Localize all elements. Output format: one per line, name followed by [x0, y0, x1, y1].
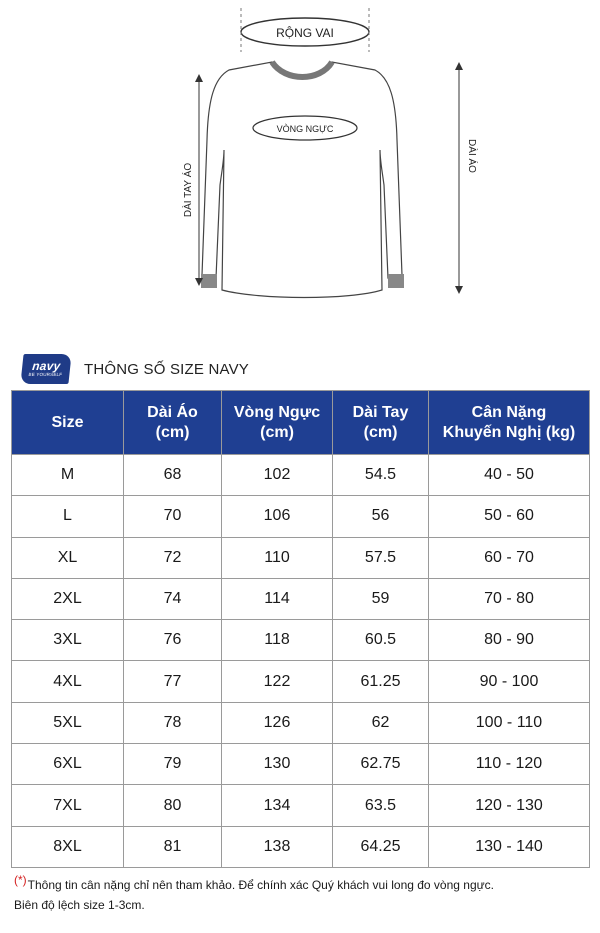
- header-length: [124, 391, 222, 455]
- cell-chest: 122: [222, 661, 333, 702]
- shoulder-label: RỘNG VAI: [276, 26, 334, 40]
- cell-chest: 114: [222, 578, 333, 619]
- cell-length: 72: [124, 537, 222, 578]
- cell-sleeve: 59: [333, 578, 429, 619]
- cell-chest: 138: [222, 826, 333, 867]
- cell-chest: 134: [222, 785, 333, 826]
- length-arrow-bottom: [455, 286, 463, 294]
- cell-size: 3XL: [12, 620, 124, 661]
- shirt-measurement-diagram: [0, 0, 600, 320]
- cell-length: 76: [124, 620, 222, 661]
- cell-length: 80: [124, 785, 222, 826]
- table-row: [12, 537, 590, 578]
- cell-chest: 118: [222, 620, 333, 661]
- cell-chest: 102: [222, 455, 333, 496]
- cell-size: 5XL: [12, 702, 124, 743]
- cell-length: 77: [124, 661, 222, 702]
- cell-sleeve: 56: [333, 496, 429, 537]
- cell-length: 74: [124, 578, 222, 619]
- cell-weight: 60 - 70: [429, 537, 590, 578]
- cell-weight: 120 - 130: [429, 785, 590, 826]
- header-chest-text: Vòng Ngực (cm): [233, 403, 321, 441]
- cell-size: 6XL: [12, 744, 124, 785]
- cell-chest: 126: [222, 702, 333, 743]
- cell-length: 68: [124, 455, 222, 496]
- size-table: [11, 390, 590, 868]
- cell-weight: 40 - 50: [429, 455, 590, 496]
- cell-size: L: [12, 496, 124, 537]
- right-cuff: [388, 274, 404, 288]
- table-row: [12, 661, 590, 702]
- cell-weight: 100 - 110: [429, 702, 590, 743]
- size-chart-title: THÔNG SỐ SIZE NAVY: [84, 360, 250, 378]
- cell-chest: 106: [222, 496, 333, 537]
- header-sleeve: [333, 391, 429, 455]
- cell-sleeve: 62: [333, 702, 429, 743]
- table-row: [12, 702, 590, 743]
- table-row: [12, 785, 590, 826]
- cell-sleeve: 63.5: [333, 785, 429, 826]
- cell-length: 81: [124, 826, 222, 867]
- cell-sleeve: 64.25: [333, 826, 429, 867]
- logo-tagline: BE YOURSELF: [28, 372, 63, 377]
- cell-sleeve: 54.5: [333, 455, 429, 496]
- cell-sleeve: 57.5: [333, 537, 429, 578]
- table-header-row: [12, 391, 590, 455]
- cell-size: 7XL: [12, 785, 124, 826]
- header-size: [12, 391, 124, 455]
- table-row: [12, 826, 590, 867]
- cell-weight: 80 - 90: [429, 620, 590, 661]
- logo-word: navy: [31, 359, 62, 373]
- header-chest: [222, 391, 333, 455]
- chest-label: VÒNG NGỰC: [276, 124, 334, 134]
- cell-weight: 50 - 60: [429, 496, 590, 537]
- cell-weight: 130 - 140: [429, 826, 590, 867]
- cell-sleeve: 62.75: [333, 744, 429, 785]
- shirt-outline: [202, 62, 402, 298]
- header-weight-text: Cân Nặng Khuyến Nghị (kg): [442, 403, 576, 441]
- cell-size: 8XL: [12, 826, 124, 867]
- cell-sleeve: 61.25: [333, 661, 429, 702]
- cell-length: 70: [124, 496, 222, 537]
- sleeve-arrow-top: [195, 74, 203, 82]
- cell-sleeve: 60.5: [333, 620, 429, 661]
- table-row: [12, 455, 590, 496]
- left-cuff: [201, 274, 217, 288]
- brand-header: [22, 352, 249, 386]
- length-arrow-top: [455, 62, 463, 70]
- cell-weight: 90 - 100: [429, 661, 590, 702]
- length-label: DÀI ÁO: [466, 139, 477, 173]
- header-sleeve-text: Dài Tay (cm): [352, 403, 409, 441]
- header-size-text: Size: [51, 413, 84, 431]
- shirt-illustration: [0, 0, 600, 320]
- cell-chest: 130: [222, 744, 333, 785]
- sleeve-label: DÀI TAY ÁO: [183, 162, 194, 218]
- footnote-line-1: Thông tin cân nặng chỉ nên tham khảo. Để chính xác Quý khách vui long đo vòng ngực.: [27, 878, 494, 892]
- footnote-marker: (*): [14, 873, 27, 887]
- cell-weight: 110 - 120: [429, 744, 590, 785]
- cell-size: 2XL: [12, 578, 124, 619]
- table-row: [12, 578, 590, 619]
- cell-size: XL: [12, 537, 124, 578]
- footnote-line-2: Biên độ lệch size 1-3cm.: [14, 898, 145, 912]
- navy-logo: [20, 354, 71, 384]
- table-row: [12, 496, 590, 537]
- table-row: [12, 744, 590, 785]
- cell-weight: 70 - 80: [429, 578, 590, 619]
- header-weight: [429, 391, 590, 455]
- footnote: [14, 875, 594, 915]
- cell-size: M: [12, 455, 124, 496]
- header-length-text: Dài Áo (cm): [147, 403, 198, 441]
- cell-length: 78: [124, 702, 222, 743]
- cell-size: 4XL: [12, 661, 124, 702]
- cell-chest: 110: [222, 537, 333, 578]
- table-row: [12, 620, 590, 661]
- cell-length: 79: [124, 744, 222, 785]
